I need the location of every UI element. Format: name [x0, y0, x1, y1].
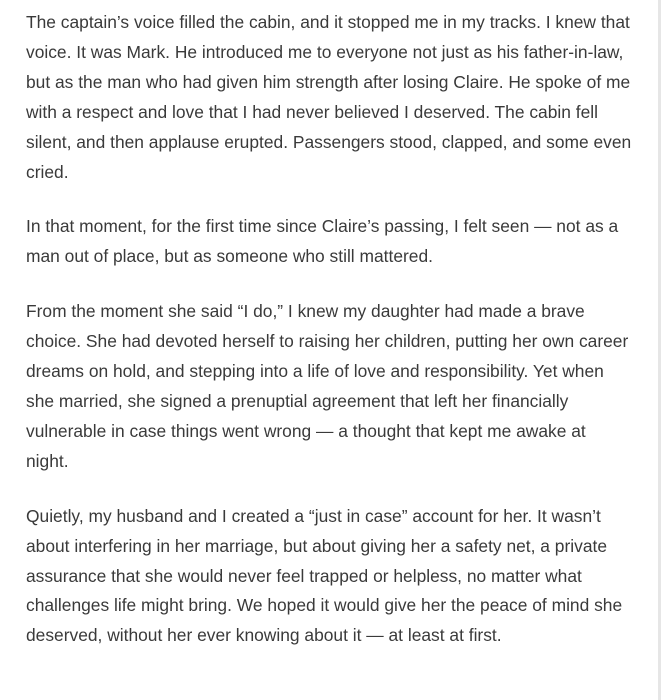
article-body — [26, 8, 632, 676]
paragraph-1: The captain’s voice filled the cabin, and it stopped me in my tracks. I knew that voice. It was Mark. He introduced me to everyone not just as his father-in-law, but as the man who had given him strength after losing Claire. He spoke of me with a respect and love that I had never believed I deserved. The cabin fell silent, and then applause erupted. Passengers stood, clapped, and some even cried. — [26, 12, 632, 182]
paragraph-2: In that moment, for the first time since Claire’s passing, I felt seen — not as a man out of place, but as someone who still mattered. — [26, 216, 619, 267]
paragraph-3: From the moment she said “I do,” I knew my daughter had made a brave choice. She had devoted herself to raising her children, putting her own career dreams on hold, and stepping into a life of love and responsibility. Yet when she married, she signed a prenuptial agreement that left her financially vulnerable in case things went wrong — a thought that kept me awake at night. — [26, 301, 629, 471]
paragraph-4: Quietly, my husband and I created a “just in case” account for her. It wasn’t about interfering in her marriage, but about giving her a safety net, a private assurance that she would never feel trapped or helpless, no matter what challenges life might bring. We hoped it would give her the peace of mind she deserved, without her ever knowing about it — at least at first. — [26, 505, 623, 646]
